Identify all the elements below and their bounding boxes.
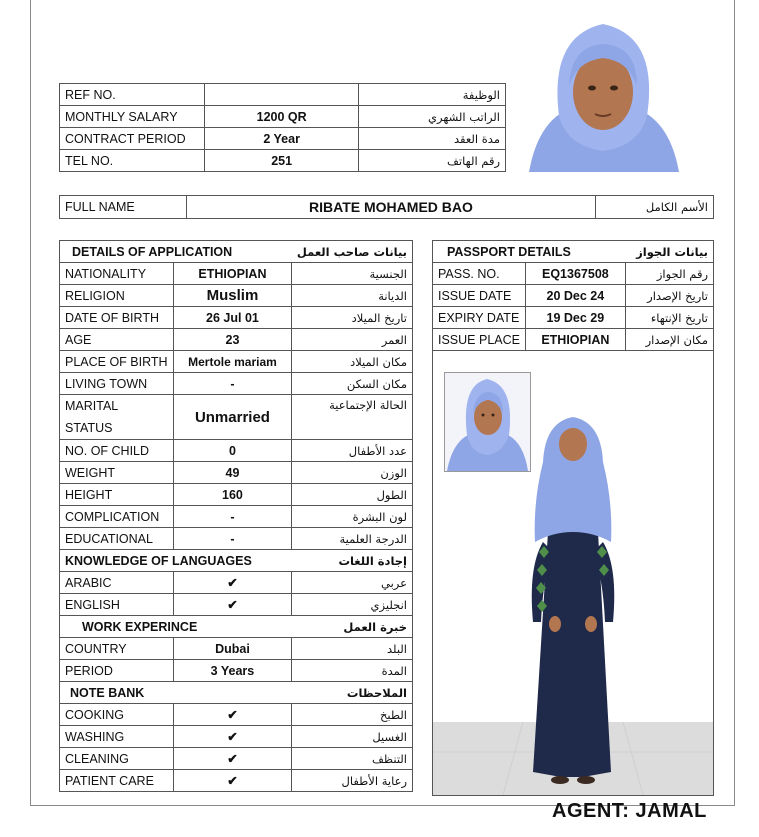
table-row <box>60 462 413 484</box>
english-check: ✔ <box>173 594 292 616</box>
dob-label-ar: تاريخ الميلاد <box>292 307 413 329</box>
passport-table <box>432 240 714 351</box>
country-label-ar: البلد <box>292 638 413 660</box>
weight-label-ar: الوزن <box>292 462 413 484</box>
expiry-date-label: EXPIRY DATE <box>433 307 526 329</box>
table-row <box>60 506 413 528</box>
cooking-label-ar: الطبخ <box>292 704 413 726</box>
patient-care-check: ✔ <box>173 770 292 792</box>
table-row <box>60 373 413 395</box>
religion-value: Muslim <box>173 285 292 307</box>
contract-row <box>60 128 506 150</box>
issue-date-label: ISSUE DATE <box>433 285 526 307</box>
full-body-photo <box>433 392 713 795</box>
marital-status-value: Unmarried <box>173 395 292 440</box>
complication-label: COMPLICATION <box>60 506 174 528</box>
educational-label: EDUCATIONAL <box>60 528 174 550</box>
table-row <box>433 329 714 351</box>
tel-label-ar: رقم الهاتف <box>359 150 506 172</box>
table-row <box>433 263 714 285</box>
cleaning-label: CLEANING <box>60 748 174 770</box>
table-row <box>60 351 413 373</box>
experience-title: WORK EXPERINCE <box>60 616 292 638</box>
pass-no-label: PASS. NO. <box>433 263 526 285</box>
table-row <box>60 395 413 440</box>
contract-label-ar: مدة العقد <box>359 128 506 150</box>
period-value: 3 Years <box>173 660 292 682</box>
cleaning-check: ✔ <box>173 748 292 770</box>
experience-header <box>60 616 413 638</box>
table-row <box>60 307 413 329</box>
religion-label: RELIGION <box>60 285 174 307</box>
portrait-photo <box>519 16 686 172</box>
cooking-check: ✔ <box>173 704 292 726</box>
washing-label: WASHING <box>60 726 174 748</box>
marital-status-label: MARITAL STATUS <box>60 395 174 440</box>
arabic-check: ✔ <box>173 572 292 594</box>
details-table <box>59 240 413 792</box>
agent-label: AGENT: JAMAL <box>552 800 707 822</box>
issue-place-label-ar: مكان الإصدار <box>625 329 713 351</box>
washing-check: ✔ <box>173 726 292 748</box>
height-value: 160 <box>173 484 292 506</box>
ref-no-row <box>60 84 506 106</box>
children-label-ar: عدد الأطفال <box>292 440 413 462</box>
marital-status-label-ar: الحالة الإجتماعية <box>292 395 413 440</box>
passport-title-ar: بيانات الجواز <box>625 241 713 263</box>
notes-title: NOTE BANK <box>60 682 292 704</box>
expiry-date-value: 19 Dec 29 <box>525 307 625 329</box>
period-label: PERIOD <box>60 660 174 682</box>
age-value: 23 <box>173 329 292 351</box>
place-of-birth-label-ar: مكان الميلاد <box>292 351 413 373</box>
ref-no-label: REF NO. <box>60 84 205 106</box>
expiry-date-label-ar: تاريخ الإنتهاء <box>625 307 713 329</box>
children-value: 0 <box>173 440 292 462</box>
salary-value: 1200 QR <box>204 106 358 128</box>
table-row <box>60 770 413 792</box>
table-row <box>60 660 413 682</box>
salary-label: MONTHLY SALARY <box>60 106 205 128</box>
application-title: DETAILS OF APPLICATION <box>60 241 292 263</box>
table-row <box>60 704 413 726</box>
full-name-label: FULL NAME <box>60 196 187 219</box>
table-row <box>433 285 714 307</box>
arabic-label: ARABIC <box>60 572 174 594</box>
patient-care-label-ar: رعاية الأطفال <box>292 770 413 792</box>
table-row <box>60 748 413 770</box>
passport-title: PASSPORT DETAILS <box>433 241 626 263</box>
cleaning-label-ar: التنظف <box>292 748 413 770</box>
languages-title-ar: إجادة اللغات <box>292 550 413 572</box>
pass-no-value: EQ1367508 <box>525 263 625 285</box>
table-row <box>60 440 413 462</box>
pass-no-label-ar: رقم الجواز <box>625 263 713 285</box>
weight-label: WEIGHT <box>60 462 174 484</box>
tel-label: TEL NO. <box>60 150 205 172</box>
issue-place-label: ISSUE PLACE <box>433 329 526 351</box>
passport-header <box>433 241 714 263</box>
height-label-ar: الطول <box>292 484 413 506</box>
languages-title: KNOWLEDGE OF LANGUAGES <box>60 550 292 572</box>
table-row <box>60 726 413 748</box>
application-header <box>60 241 413 263</box>
educational-value: - <box>173 528 292 550</box>
complication-value: - <box>173 506 292 528</box>
cooking-label: COOKING <box>60 704 174 726</box>
salary-row <box>60 106 506 128</box>
arabic-label-ar: عربي <box>292 572 413 594</box>
height-label: HEIGHT <box>60 484 174 506</box>
notes-header <box>60 682 413 704</box>
weight-value: 49 <box>173 462 292 484</box>
washing-label-ar: الغسيل <box>292 726 413 748</box>
full-name-table <box>59 195 714 219</box>
table-row <box>60 638 413 660</box>
languages-header <box>60 550 413 572</box>
nationality-value: ETHIOPIAN <box>173 263 292 285</box>
dob-value: 26 Jul 01 <box>173 307 292 329</box>
contract-label: CONTRACT PERIOD <box>60 128 205 150</box>
children-label: NO. OF CHILD <box>60 440 174 462</box>
table-row <box>60 329 413 351</box>
living-town-label: LIVING TOWN <box>60 373 174 395</box>
english-label: ENGLISH <box>60 594 174 616</box>
experience-title-ar: خبرة العمل <box>292 616 413 638</box>
tel-row <box>60 150 506 172</box>
age-label: AGE <box>60 329 174 351</box>
application-title-ar: بيانات صاحب العمل <box>292 241 413 263</box>
tel-value: 251 <box>204 150 358 172</box>
full-name-label-ar: الأسم الكامل <box>596 196 714 219</box>
table-row <box>60 285 413 307</box>
dob-label: DATE OF BIRTH <box>60 307 174 329</box>
english-label-ar: انجليزي <box>292 594 413 616</box>
country-value: Dubai <box>173 638 292 660</box>
issue-date-value: 20 Dec 24 <box>525 285 625 307</box>
place-of-birth-value: Mertole mariam <box>173 351 292 373</box>
educational-label-ar: الدرجة العلمية <box>292 528 413 550</box>
salary-label-ar: الراتب الشهري <box>359 106 506 128</box>
table-row <box>60 572 413 594</box>
contract-value: 2 Year <box>204 128 358 150</box>
full-name-value: RIBATE MOHAMED BAO <box>186 196 595 219</box>
table-row <box>60 484 413 506</box>
period-label-ar: المدة <box>292 660 413 682</box>
ref-no-value <box>204 84 358 106</box>
table-row <box>60 594 413 616</box>
issue-place-value: ETHIOPIAN <box>525 329 625 351</box>
table-row <box>60 263 413 285</box>
patient-care-label: PATIENT CARE <box>60 770 174 792</box>
religion-label-ar: الديانة <box>292 285 413 307</box>
table-row <box>433 307 714 329</box>
table-row <box>60 528 413 550</box>
notes-title-ar: الملاحظات <box>292 682 413 704</box>
nationality-label-ar: الجنسية <box>292 263 413 285</box>
nationality-label: NATIONALITY <box>60 263 174 285</box>
complication-label-ar: لون البشرة <box>292 506 413 528</box>
full-body-photo-image <box>433 392 713 795</box>
living-town-label-ar: مكان السكن <box>292 373 413 395</box>
issue-date-label-ar: تاريخ الإصدار <box>625 285 713 307</box>
place-of-birth-label: PLACE OF BIRTH <box>60 351 174 373</box>
top-info-table <box>59 83 506 172</box>
age-label-ar: العمر <box>292 329 413 351</box>
country-label: COUNTRY <box>60 638 174 660</box>
living-town-value: - <box>173 373 292 395</box>
ref-no-label-ar: الوظيفة <box>359 84 506 106</box>
portrait-photo-image <box>519 16 686 172</box>
